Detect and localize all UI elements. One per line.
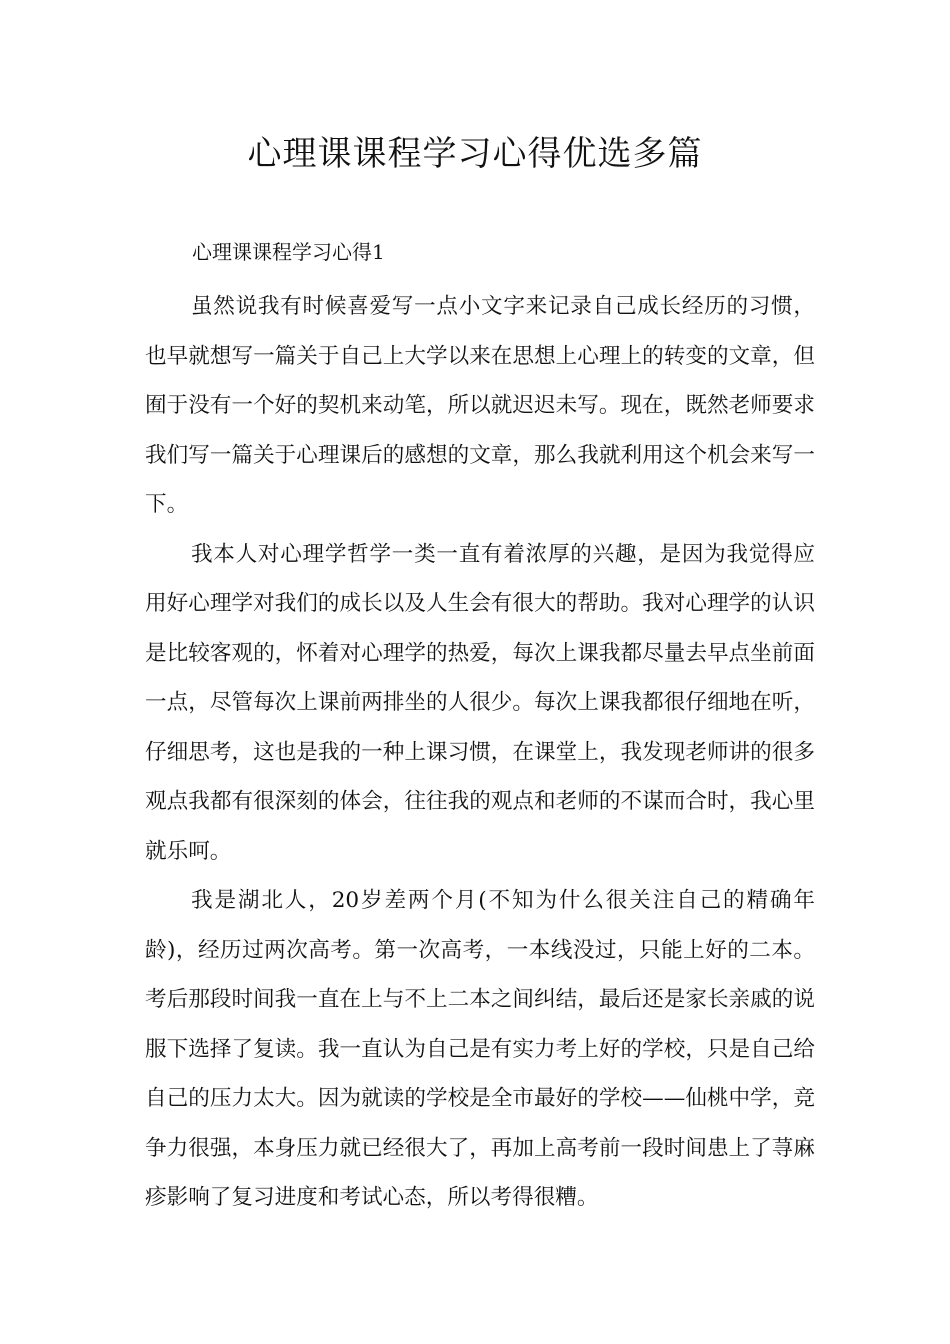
paragraph-3: 我是湖北人，20岁差两个月(不知为什么很关注自己的精确年龄)，经历过两次高考。第一次高考，一本线没过，只能上好的二本。考后那段时间我一直在上与不上二本之间纠结，最后还是家长亲戚的说服下选择了复读。我一直认为自己是有实力考上好的学校，只是自己给自己的压力太大。因为就读的学校是全市最好的学校——仙桃中学，竞争力很强，本身压力就已经很大了，再加上高考前一段时间患上了荨麻疹影响了复习进度和考试心态，所以考得很糟。 (145, 888, 815, 1210)
section-heading: 心理课课程学习心得1 (192, 240, 385, 264)
document-body (145, 282, 815, 1223)
paragraph-2: 我本人对心理学哲学一类一直有着浓厚的兴趣，是因为我觉得应用好心理学对我们的成长以及人生会有很大的帮助。我对心理学的认识是比较客观的，怀着对心理学的热爱，每次上课我都尽量去早点坐前面一点，尽管每次上课前两排坐的人很少。每次上课我都很仔细地在听，仔细思考，这也是我的一种上课习惯，在课堂上，我发现老师讲的很多观点我都有很深刻的体会，往往我的观点和老师的不谋而合时，我心里就乐呵。 (145, 541, 815, 864)
paragraph-1: 虽然说我有时候喜爱写一点小文字来记录自己成长经历的习惯，也早就想写一篇关于自己上大学以来在思想上心理上的转变的文章，但囿于没有一个好的契机来动笔，所以就迟迟未写。现在，既然老师要求我们写一篇关于心理课后的感想的文章，那么我就利用这个机会来写一下。 (145, 294, 815, 517)
document-title: 心理课课程学习心得优选多篇 (247, 134, 703, 174)
